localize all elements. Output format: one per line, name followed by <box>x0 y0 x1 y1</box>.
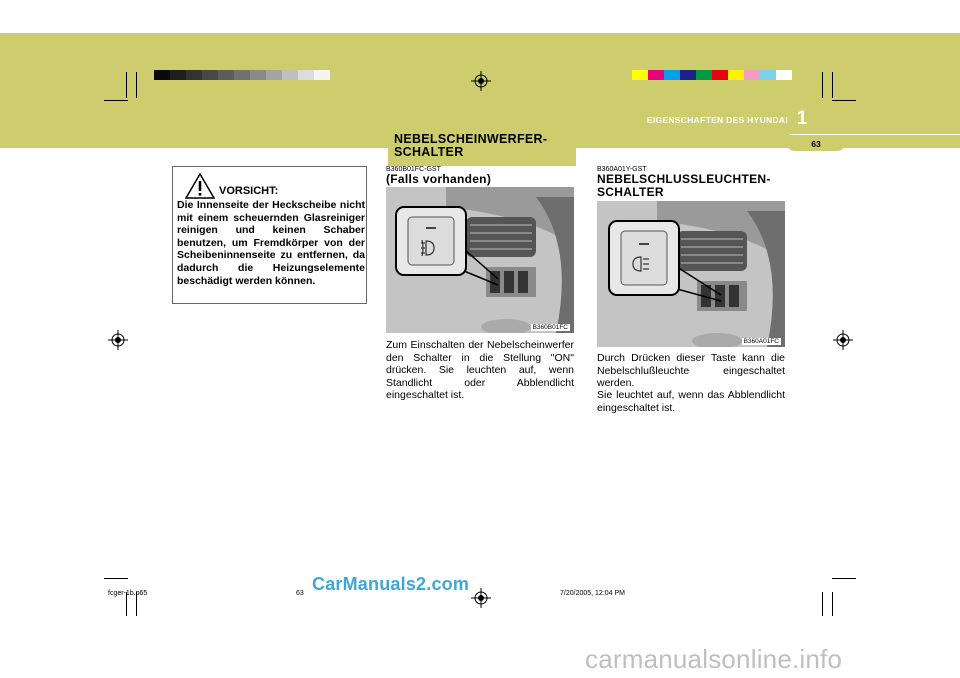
calibration-swatch <box>664 70 680 80</box>
calibration-swatch <box>728 70 744 80</box>
image-code: B360B01FC <box>532 324 568 331</box>
calibration-swatch <box>202 70 218 80</box>
registration-mark-icon <box>833 330 853 350</box>
warning-triangle-icon <box>185 173 215 199</box>
image-code: B360A01FC <box>743 338 779 345</box>
crop-mark <box>822 592 823 616</box>
crop-mark <box>104 100 128 101</box>
footer-timestamp: 7/20/2005, 12:04 PM <box>560 590 625 597</box>
page-number: 63 <box>811 139 821 149</box>
crop-mark <box>832 72 833 98</box>
calibration-swatch <box>776 70 792 80</box>
section-subtitle: (Falls vorhanden) <box>386 172 492 186</box>
dashboard-illustration <box>597 201 785 347</box>
crop-mark <box>832 592 833 616</box>
calibration-swatch <box>154 70 170 80</box>
rear-fog-switch-photo <box>597 201 785 347</box>
caution-box <box>172 166 367 304</box>
calibration-swatch <box>186 70 202 80</box>
rear-fog-description-2: Sie leuchtet auf, wenn das Abblendlicht eingeschaltet ist. <box>597 389 785 414</box>
section-code: B360A01Y-GST <box>597 166 647 173</box>
chapter-title: EIGENSCHAFTEN DES HYUNDAI <box>646 115 788 125</box>
calibration-swatch <box>266 70 282 80</box>
rear-fog-description-1: Durch Drücken dieser Taste kann die Nebelschlußleuchte eingeschaltet werden. <box>597 352 785 389</box>
fog-light-switch-photo <box>386 187 574 333</box>
crop-mark <box>822 72 823 98</box>
section-title-fog-lights: NEBELSCHEINWERFER-SCHALTER <box>394 132 548 159</box>
crop-mark <box>136 72 137 98</box>
fog-light-description: Zum Einschalten der Nebelscheinwerfer den Schalter in die Stellung "ON" drücken. Sie leuchten auf, wenn Standlicht oder Abblendlicht eingeschaltet ist. <box>386 339 574 401</box>
footer-filename: fcger-1b.p65 <box>108 590 148 597</box>
calibration-swatch <box>234 70 250 80</box>
calibration-swatch <box>250 70 266 80</box>
caution-text: Die Innenseite der Heckscheibe nicht mit einem scheuernden Glasreiniger reinigen und keinen Schaber benutzen, um Fremdkörper von der Scheibeninnenseite zu entfernen, da dadurch die Heizungselemente beschädigt werden können. <box>177 199 365 287</box>
crop-mark <box>832 100 856 101</box>
dashboard-illustration <box>386 187 574 333</box>
color-calibration-bar <box>632 70 792 80</box>
watermark-carmanualsonline[interactable]: carmanualsonline.info <box>585 644 843 674</box>
registration-mark-icon <box>471 588 491 608</box>
calibration-swatch <box>632 70 648 80</box>
watermark-carmanuals2[interactable]: CarManuals2.com <box>312 574 470 594</box>
calibration-swatch <box>744 70 760 80</box>
crop-mark <box>832 578 856 579</box>
section-title-rear-fog-light: NEBELSCHLUSSLEUCHTEN-SCHALTER <box>597 172 771 199</box>
calibration-swatch <box>648 70 664 80</box>
registration-mark-icon <box>471 71 491 91</box>
footer-page: 63 <box>296 590 304 597</box>
chapter-number: 1 <box>796 108 808 129</box>
calibration-swatch <box>760 70 776 80</box>
crop-mark <box>104 578 128 579</box>
calibration-swatch <box>218 70 234 80</box>
calibration-swatch <box>170 70 186 80</box>
registration-mark-icon <box>108 330 128 350</box>
section-code: B360B01FC-GST <box>386 166 441 173</box>
calibration-swatch <box>712 70 728 80</box>
caution-title: VORSICHT: <box>219 185 279 197</box>
crop-mark <box>126 72 127 98</box>
calibration-swatch <box>680 70 696 80</box>
calibration-swatch <box>696 70 712 80</box>
calibration-swatch <box>282 70 298 80</box>
calibration-swatch <box>314 70 330 80</box>
calibration-swatch <box>298 70 314 80</box>
grayscale-calibration-bar <box>154 70 330 80</box>
